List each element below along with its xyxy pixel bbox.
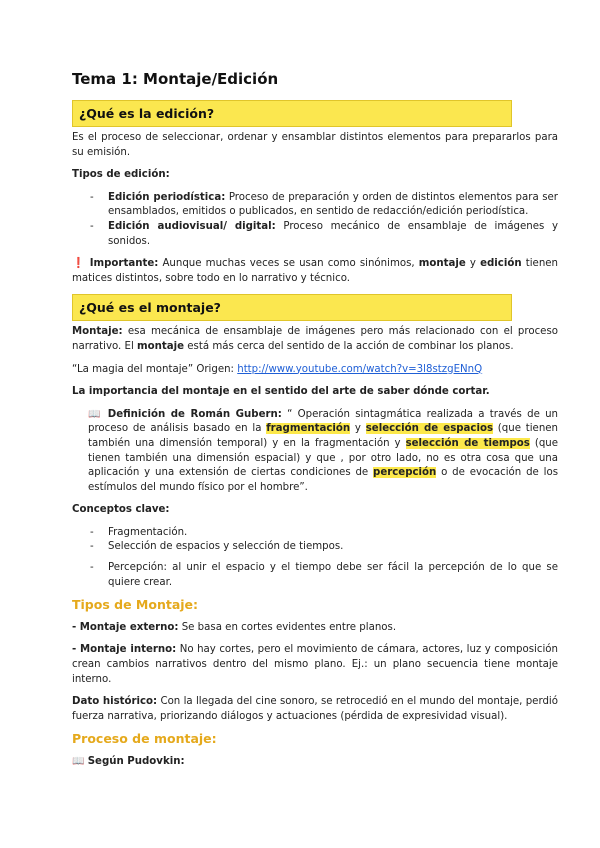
conceptos-label: Conceptos clave: — [72, 504, 170, 516]
dato-historico: Dato histórico: Con la llegada del cine sonoro, se retrocedió en el mundo del montaje, perdió fuerza narrativa, priorizando diálogos y actuaciones (pérdida de expresividad visual). — [72, 696, 558, 722]
book-icon: 📖 — [88, 408, 103, 420]
important-note: ❗ Importante: Aunque muchas veces se usan como sinónimos, montaje y edición tienen matices distintos, sobre todo en lo narrativo y técnico. — [72, 258, 559, 284]
section-heading-edicion: ¿Qué es la edición? — [72, 100, 512, 127]
list-item: - Edición audiovisual/ digital: Proceso mecánico de ensamblaje de imágenes y sonidos. — [94, 220, 558, 249]
montaje-interno: - Montaje interno: No hay cortes, pero el movimiento de cámara, actores, luz y composición crean cambios narrativos dentro del mismo plano. Ej.: un plano secuencia tiene montaje interno. — [72, 644, 558, 685]
list-item: - Fragmentación. — [94, 526, 558, 541]
exclamation-icon: ❗ — [72, 258, 86, 270]
conceptos-list — [72, 526, 558, 590]
proceso-montaje-heading: Proceso de montaje: — [72, 731, 217, 747]
tipos-edicion-label: Tipos de edición: — [72, 169, 170, 181]
tipos-edicion-list — [72, 191, 558, 249]
edicion-intro: Es el proceso de seleccionar, ordenar y ensamblar distintos elementos para prepararlos para su emisión. — [72, 132, 558, 158]
pudovkin-line: 📖 Según Pudovkin: — [72, 756, 185, 767]
list-item: - Edición periodística: Proceso de preparación y orden de distintos elementos para ser ensamblados, emitidos o publicados, en sentido de redacción/edición periodística. — [94, 191, 558, 220]
list-item: - Selección de espacios y selección de tiempos. — [94, 540, 558, 555]
document-title: Tema 1: Montaje/Edición — [72, 70, 279, 88]
importancia-line: La importancia del montaje en el sentido del arte de saber dónde cortar. — [72, 386, 490, 398]
magia-line: “La magia del montaje” Origen: http://www.youtube.com/watch?v=3l8stzgENnQ — [72, 363, 483, 375]
montaje-externo: - Montaje externo: Se basa en cortes evidentes entre planos. — [72, 621, 397, 633]
list-item: - Percepción: al unir el espacio y el tiempo debe ser fácil la percepción de lo que se quiere crear. — [94, 561, 558, 590]
section-heading-montaje: ¿Qué es el montaje? — [72, 294, 512, 321]
gubern-definition: 📖 Definición de Román Gubern: “ Operación sintagmática realizada a través de un proceso de análisis basado en la fragmentación y selección de espacios (que tienen también una dimensión temporal) y en la fragmentación y selección de tiempos (que tienen también una dimensión espacial) y que , por otro lado, no es otra cosa que una aplicación y una extensión de ciertas condiciones de percepción o de evocación de los estímulos del mundo físico por el hombre”. — [88, 408, 559, 493]
tipos-montaje-heading: Tipos de Montaje: — [72, 597, 199, 613]
youtube-link[interactable]: http://www.youtube.com/watch?v=3l8stzgENnQ — [237, 363, 483, 375]
book-icon: 📖 — [72, 756, 85, 767]
montaje-definition: Montaje: esa mecánica de ensamblaje de imágenes pero más relacionado con el proceso narrativo. El montaje está más cerca del sentido de la acción de combinar los planos. — [72, 326, 558, 352]
